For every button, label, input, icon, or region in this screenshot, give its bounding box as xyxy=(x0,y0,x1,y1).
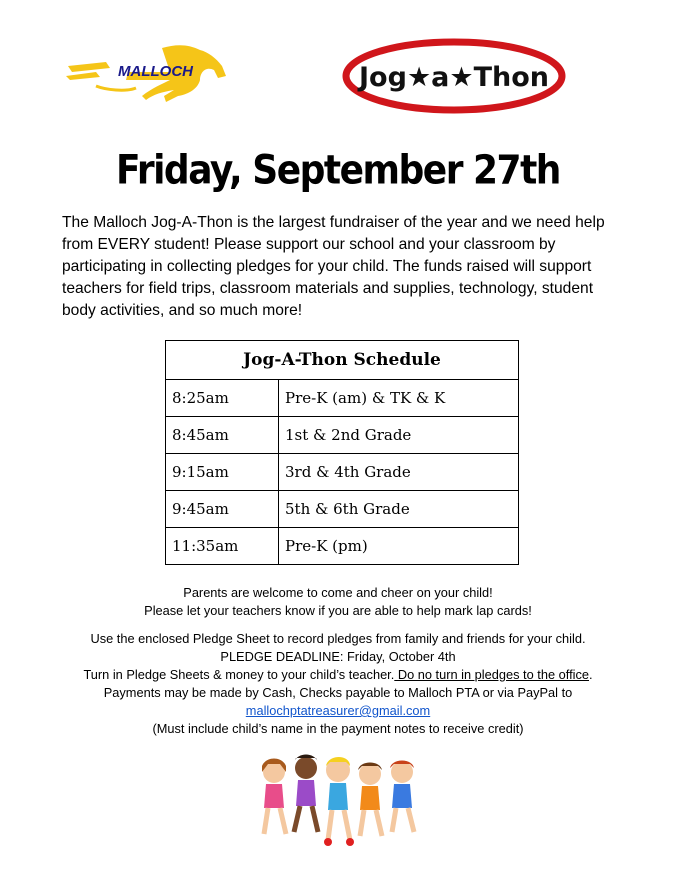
running-kids-illustration xyxy=(252,752,424,848)
schedule-group: Pre-K (am) & TK & K xyxy=(279,380,519,417)
table-row xyxy=(166,491,519,528)
schedule-table xyxy=(165,340,519,565)
schedule-time: 8:25am xyxy=(166,380,279,417)
table-row xyxy=(166,454,519,491)
schedule-time: 9:15am xyxy=(166,454,279,491)
malloch-logo-text: MALLOCH xyxy=(118,63,193,80)
office-warning: Do no turn in pledges to the office xyxy=(394,667,589,682)
malloch-logo xyxy=(66,42,232,104)
notes-section xyxy=(0,584,676,738)
pledge-sheet-note: Use the enclosed Pledge Sheet to record pledges from family and friends for your child. xyxy=(90,631,586,646)
cheer-note: Parents are welcome to come and cheer on your child! xyxy=(183,585,493,600)
intro-paragraph: The Malloch Jog-A-Thon is the largest fundraiser of the year and we need help from EVERY student! Please support our school and your classroom by participating in collecting pledges for your child. The funds raised will support teachers for field trips, classroom materials and supplies, technology, student body activities, and so much more! xyxy=(62,214,605,319)
jog-a-thon-logo xyxy=(342,38,566,114)
turn-in-text: Turn in Pledge Sheets & money to your child’s teacher. xyxy=(83,667,395,682)
schedule-title: Jog-A-Thon Schedule xyxy=(166,341,519,380)
schedule-group: Pre-K (pm) xyxy=(279,528,519,565)
schedule-group: 5th & 6th Grade xyxy=(279,491,519,528)
payment-note: Payments may be made by Cash, Checks payable to Malloch PTA or via PayPal to xyxy=(103,685,573,700)
pledge-deadline: PLEDGE DEADLINE: Friday, October 4th xyxy=(220,649,456,664)
turn-in-note xyxy=(0,666,676,684)
event-date-title: Friday, September 27th xyxy=(116,147,560,194)
treasurer-email-link[interactable]: mallochptatreasurer@gmail.com xyxy=(245,703,431,718)
credit-note: (Must include child’s name in the payment notes to receive credit) xyxy=(152,721,524,736)
table-row xyxy=(166,380,519,417)
schedule-group: 3rd & 4th Grade xyxy=(279,454,519,491)
schedule-time: 9:45am xyxy=(166,491,279,528)
jog-a-thon-logo-text: Jog★a★Thon xyxy=(359,62,549,93)
schedule-time: 8:45am xyxy=(166,417,279,454)
lap-cards-note: Please let your teachers know if you are able to help mark lap cards! xyxy=(144,603,532,618)
turn-in-period: . xyxy=(589,667,593,682)
schedule-time: 11:35am xyxy=(166,528,279,565)
schedule-group: 1st & 2nd Grade xyxy=(279,417,519,454)
table-row xyxy=(166,417,519,454)
table-row xyxy=(166,528,519,565)
